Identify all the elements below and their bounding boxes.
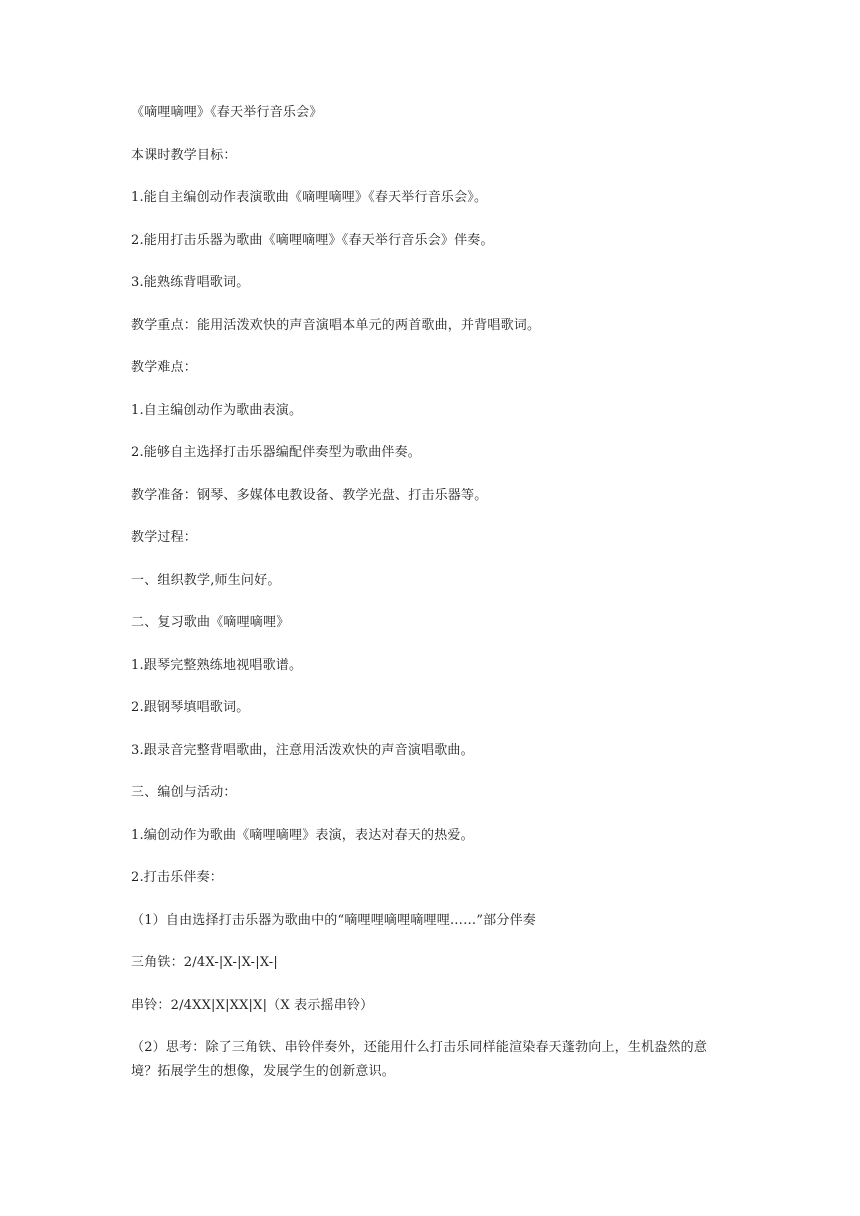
objective-item-1: 1.能自主编创动作表演歌曲《嘀哩嘀哩》《春天举行音乐会》。 [131,190,488,205]
difficulty-item-2: 2.能够自主选择打击乐器编配伴奏型为歌曲伴奏。 [131,445,422,460]
process-heading: 教学过程： [131,530,198,545]
activity-subitem-2: （2）思考：除了三角铁、串铃伴奏外，还能用什么打击乐同样能渲染春天蓬勃向上，生机盎然的意境？拓展学生的想像，发展学生的创新意识。 [131,1040,708,1079]
objective-item-3: 3.能熟练背唱歌词。 [131,275,250,290]
difficulty-item-1: 1.自主编创动作为歌曲表演。 [131,402,303,418]
document-body [131,104,731,1109]
objective-item-2: 2.能用打击乐器为歌曲《嘀哩嘀哩》《春天举行音乐会》伴奏。 [131,232,494,248]
activity-subitem-1: （1）自由选择打击乐器为歌曲中的“嘀哩哩嘀哩嘀哩哩……”部分伴奏 [131,912,536,928]
teaching-focus: 教学重点：能用活泼欢快的声音演唱本单元的两首歌曲，并背唱歌词。 [131,317,541,333]
document-title: 《嘀哩嘀哩》《春天举行音乐会》 [131,105,323,120]
review-item-2: 2.跟钢琴填唱歌词。 [131,700,250,715]
difficulties-heading: 教学难点： [131,360,198,375]
bell-rhythm: 串铃：2/4XX|X|XX|X|（X 表示摇串铃） [131,997,374,1013]
activity-item-1: 1.编创动作为歌曲《嘀哩嘀哩》表演，表达对春天的热爱。 [131,827,474,843]
triangle-rhythm: 三角铁：2/4X-|X-|X-|X-| [131,955,278,970]
review-item-3: 3.跟录音完整背唱歌曲，注意用活泼欢快的声音演唱歌曲。 [131,742,474,758]
process-step-1: 一、组织教学,师生问好。 [131,572,281,588]
process-step-3: 三、编创与活动： [131,785,237,800]
review-item-1: 1.跟琴完整熟练地视唱歌谱。 [131,657,303,673]
teaching-preparation: 教学准备：钢琴、多媒体电教设备、教学光盘、打击乐器等。 [131,487,488,503]
objectives-heading: 本课时教学目标： [131,147,237,163]
activity-item-2: 2.打击乐伴奏： [131,870,224,885]
process-step-2: 二、复习歌曲《嘀哩嘀哩》 [131,615,290,630]
